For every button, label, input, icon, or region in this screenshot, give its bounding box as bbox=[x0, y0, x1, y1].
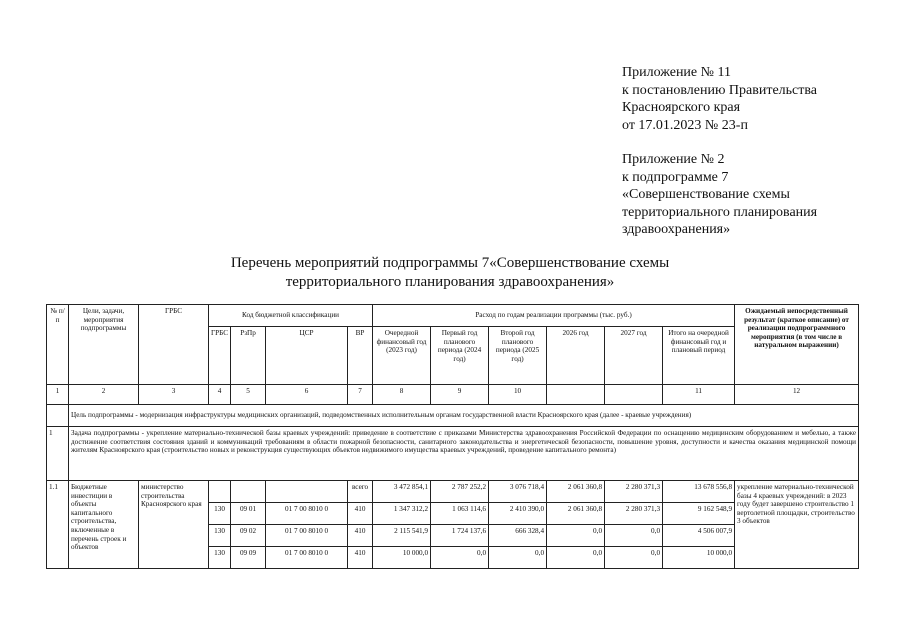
row-total: 9 162 548,9 bbox=[663, 503, 735, 525]
annex-line: к постановлению Правительства bbox=[622, 82, 818, 98]
annex-11-block bbox=[622, 64, 817, 134]
subheader-2027: 2027 год bbox=[605, 327, 663, 385]
item-name: Бюджетные инвестиции в объекты капитального строительства, включенные в перечень строек и объектов bbox=[69, 481, 139, 569]
row-vr: 410 bbox=[348, 547, 373, 569]
subheader-total: Итого на очередной финансовый год и плановый период bbox=[663, 327, 735, 385]
subheader-2025: Второй год планового периода (2025 год) bbox=[489, 327, 547, 385]
item-result: укрепление материально-технической базы 4 краевых учреждений: в 2023 году будет завершено строительство 1 вертолетной площадки, строительство 3 объектов bbox=[735, 481, 859, 569]
column-number: 5 bbox=[231, 385, 266, 405]
task-row bbox=[47, 427, 859, 481]
row-grbs: 130 bbox=[209, 503, 231, 525]
header-num: № п/п bbox=[47, 305, 69, 385]
subheader-grbs: ГРБС bbox=[209, 327, 231, 385]
row-csr: 01 7 00 8010 0 bbox=[266, 503, 348, 525]
annex-line: Приложение № 2 bbox=[622, 152, 725, 167]
row-2025: 3 076 718,4 bbox=[489, 481, 547, 503]
subheader-rzpr: РзПр bbox=[231, 327, 266, 385]
column-number: 4 bbox=[209, 385, 231, 405]
subheader-vr: ВР bbox=[348, 327, 373, 385]
goal-num-cell bbox=[47, 405, 69, 427]
row-rzpr bbox=[231, 481, 266, 503]
annex-line: территориального планирования bbox=[622, 204, 818, 220]
row-2025: 0,0 bbox=[489, 547, 547, 569]
column-number-row bbox=[47, 385, 859, 405]
subheader-2026: 2026 год bbox=[547, 327, 605, 385]
item-grbs-name: министерство строительства Красноярского края bbox=[139, 481, 209, 569]
goal-text: Цель подпрограммы - модернизация инфраструктуры медицинских организаций, подведомственных исполнительным органам государственной власти Красноярского края (далее - краевые учреждения) bbox=[69, 405, 859, 427]
column-number: 7 bbox=[348, 385, 373, 405]
column-number: 6 bbox=[266, 385, 348, 405]
row-rzpr: 09 02 bbox=[231, 525, 266, 547]
row-2026: 0,0 bbox=[547, 547, 605, 569]
annex-line: Красноярского края bbox=[622, 100, 741, 115]
row-2024: 2 787 252,2 bbox=[431, 481, 489, 503]
measures-table bbox=[46, 304, 859, 569]
row-grbs: 130 bbox=[209, 525, 231, 547]
table-row bbox=[47, 481, 859, 503]
row-2024: 1 724 137,6 bbox=[431, 525, 489, 547]
column-number bbox=[547, 385, 605, 405]
annex-line: Приложение № 11 bbox=[622, 65, 731, 80]
column-number: 11 bbox=[663, 385, 735, 405]
row-rzpr: 09 09 bbox=[231, 547, 266, 569]
header-budget-code: Код бюджетной классификации bbox=[209, 305, 373, 327]
column-number: 8 bbox=[373, 385, 431, 405]
row-2024: 1 063 114,6 bbox=[431, 503, 489, 525]
row-csr: 01 7 00 8010 0 bbox=[266, 525, 348, 547]
task-text: Задача подпрограммы - укрепление материально-технической базы краевых учреждений: приведение в соответствие с приказами Министерства здравоохранения Российской Федерации по оснащению медицинским оборудованием и мебелью, а также достижение соответствия состояния зданий и коммуникаций требованиям в области пожарной безопасности, санитарного законодательства и энергетической безопасности, повышение уровня, доступности и качества оказания медицинской помощи жителям Красноярского края (строительство новых и реконструкция существующих объектов недвижимого имущества краевых учреждений, проведение капитального ремонта) bbox=[69, 427, 859, 481]
row-csr bbox=[266, 481, 348, 503]
row-grbs bbox=[209, 481, 231, 503]
row-2026: 2 061 360,8 bbox=[547, 481, 605, 503]
row-2023: 2 115 541,9 bbox=[373, 525, 431, 547]
subheader-2023: Очередной финансовый год (2023 год) bbox=[373, 327, 431, 385]
subheader-2024: Первый год планового периода (2024 год) bbox=[431, 327, 489, 385]
header-result: Ожидаемый непосредственный результат (краткое описание) от реализации подпрограммного мероприятия (в том числе в натуральном выражении) bbox=[735, 305, 859, 385]
header-row bbox=[47, 305, 859, 327]
header-goals: Цели, задачи, мероприятия подпрограммы bbox=[69, 305, 139, 385]
row-2026: 2 061 360,8 bbox=[547, 503, 605, 525]
column-number bbox=[605, 385, 663, 405]
subheader-csr: ЦСР bbox=[266, 327, 348, 385]
row-2024: 0,0 bbox=[431, 547, 489, 569]
column-number: 3 bbox=[139, 385, 209, 405]
row-vr: 410 bbox=[348, 503, 373, 525]
row-grbs: 130 bbox=[209, 547, 231, 569]
row-2027: 0,0 bbox=[605, 525, 663, 547]
annex-line: от 17.01.2023 № 23-п bbox=[622, 117, 748, 133]
header-expense: Расход по годам реализации программы (тыс. руб.) bbox=[373, 305, 735, 327]
task-num: 1 bbox=[47, 427, 69, 481]
row-2023: 10 000,0 bbox=[373, 547, 431, 569]
annex-line: «Совершенствование схемы bbox=[622, 187, 790, 202]
annex-2-block bbox=[622, 151, 817, 239]
document-title bbox=[200, 254, 700, 292]
goal-row bbox=[47, 405, 859, 427]
annex-line: к подпрограмме 7 bbox=[622, 169, 729, 185]
row-2027: 0,0 bbox=[605, 547, 663, 569]
column-number: 9 bbox=[431, 385, 489, 405]
header-grbs: ГРБС bbox=[139, 305, 209, 385]
title-line: Перечень мероприятий подпрограммы 7«Совершенствование схемы bbox=[230, 255, 670, 271]
row-vr: всего bbox=[348, 481, 373, 503]
annex-line: здравоохранения» bbox=[622, 222, 731, 237]
column-number: 10 bbox=[489, 385, 547, 405]
column-number: 2 bbox=[69, 385, 139, 405]
item-num: 1.1 bbox=[47, 481, 69, 569]
row-rzpr: 09 01 bbox=[231, 503, 266, 525]
row-2023: 3 472 854,1 bbox=[373, 481, 431, 503]
row-total: 10 000,0 bbox=[663, 547, 735, 569]
row-2025: 666 328,4 bbox=[489, 525, 547, 547]
title-line: территориального планирования здравоохранения» bbox=[285, 274, 615, 290]
row-2023: 1 347 312,2 bbox=[373, 503, 431, 525]
row-2025: 2 410 390,0 bbox=[489, 503, 547, 525]
column-number: 12 bbox=[735, 385, 859, 405]
row-2027: 2 280 371,3 bbox=[605, 503, 663, 525]
row-2026: 0,0 bbox=[547, 525, 605, 547]
row-total: 4 506 007,9 bbox=[663, 525, 735, 547]
row-2027: 2 280 371,3 bbox=[605, 481, 663, 503]
row-csr: 01 7 00 8010 0 bbox=[266, 547, 348, 569]
row-total: 13 678 556,8 bbox=[663, 481, 735, 503]
row-vr: 410 bbox=[348, 525, 373, 547]
column-number: 1 bbox=[47, 385, 69, 405]
